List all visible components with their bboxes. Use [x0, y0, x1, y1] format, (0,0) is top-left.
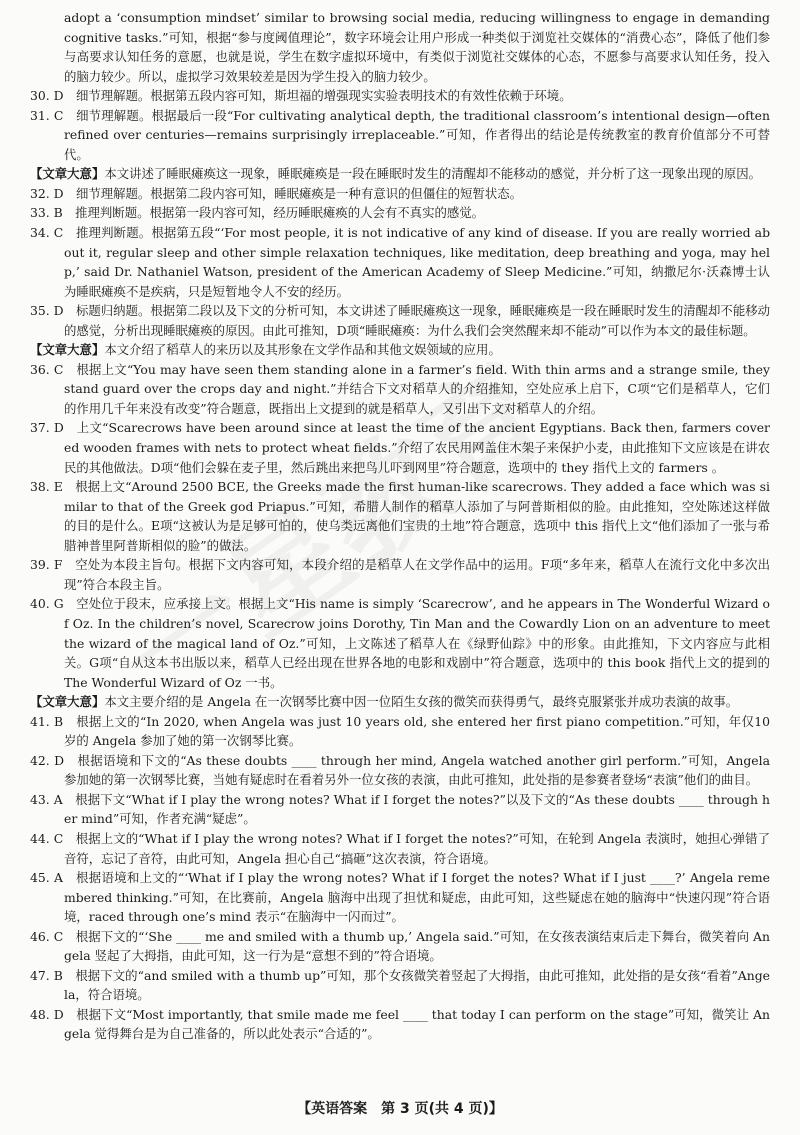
- article-summary: [30, 692, 770, 712]
- paragraph-continuation: adopt a ‘consumption mindset’ similar to browsing social media, reducing willingness to engage in demanding cognitive tasks.”可知，根据“参与度阈值理论”，数字环境会让用户形成一种类似于浏览社交媒体的“消费心态”，降低了他们参与高要求认知任务的意愿，也就是说，学生在数字虚拟环境中，有类似于浏览社交媒体的心态，不愿参与高要求认知任务，投入的脑力较少。所以，虚拟学习效果较差是因为学生投入的脑力较少。: [64, 10, 770, 84]
- answer-item-42: 42. D 根据语境和下文的“As these doubts ____ through her mind, Angela watched another girl perform.”可知，Angela 参加她的第一次钢琴比赛，当她有疑虑时在看着另外一位女孩的表演，由此可推知，此处指的是参赛者登场“表演”他们的曲目。: [30, 752, 770, 788]
- summary-tag: 【文章大意】: [30, 694, 105, 710]
- answer-item-34: 34. C 推理判断题。根据第五段“‘For most people, it is not indicative of any kind of disease. If you are really worried about it, regular sleep and other simple relaxation techniques, like meditation, deep breathing and yoga, may help,’ said Dr. Nathaniel Watson, president of the American Academy of Sleep Medicine.”可知，纳撒尼尔·沃森博士认为睡眠瘫痪不是疾病，只是短暂地令人不安的经历。: [30, 225, 770, 299]
- answer-item-33: 33. B 推理判断题。根据第一段内容可知，经历睡眠瘫痪的人会有不真实的感觉。: [30, 205, 485, 221]
- article-summary: [30, 164, 770, 184]
- answer-item-44: 44. C 根据上文的“What if I play the wrong notes? What if I forget the notes?”可知，在轮到 Angela 表演时，她担心弹错了音符，忘记了音符，由此可知，Angela 担心自己“搞砸”这次表演，符合语境。: [30, 830, 770, 866]
- answer-item-45: 45. A 根据语境和上文的“‘What if I play the wrong notes? What if I forget the notes? What if I just ____?’ Angela remembered thinking.”可知，在比赛前，Angela 脑海中出现了担忧和疑虑，由此可知，这些疑虑在她的脑海中“快速闪现”符合语境，raced through one’s mind 表示“在脑海中一闪而过”。: [30, 870, 770, 925]
- answer-item-48: 48. D 根据下文“Most importantly, that smile made me feel ____ that today I can perform on the stage”可知，微笑让 Angela 觉得舞台是为自己准备的，所以此处表示“合适的”。: [30, 1006, 770, 1042]
- answer-item-35: 35. D 标题归纳题。根据第二段以及下文的分析可知，本文讲述了睡眠瘫痪这一现象，睡眠瘫痪是一段在睡眠时发生的清醒却不能移动的感觉，分析出现睡眠瘫痪的原因。由此可推知，D项“睡眠瘫痪：为什么我们会突然醒来却不能动”可以作为本文的最佳标题。: [30, 303, 770, 338]
- article-summary: [30, 340, 770, 360]
- answer-item-40: 40. G 空处位于段末，应承接上文。根据上文“His name is simply ‘Scarecrow’, and he appears in The Wonderful Wizard of Oz. In the children’s novel, Scarecrow joins Dorothy, Tin Man and the Cowardly Lion on an adventure to meet the wizard of the magical land of Oz.”可知，上文陈述了稻草人在《绿野仙踪》中的形象。由此推知，下文内容应与此相关。G项“自从这本书出版以来，稻草人已经出现在世界各地的电影和戏剧中”符合题意，选项中的 this book 指代上文的提到的 The Wonderful Wizard of Oz 一书。: [30, 596, 770, 690]
- summary-text: 本文介绍了稻草人的来历以及其形象在文学作品和其他文娱领域的应用。: [104, 342, 501, 358]
- answer-page: [30, 8, 770, 1044]
- answer-item-30: 30. D 细节理解题。根据第五段内容可知，斯坦福的增强现实实验表明技术的有效性依赖于环境。: [30, 88, 572, 104]
- answer-item-32: 32. D 细节理解题。根据第二段内容可知，睡眠瘫痪是一种有意识的但僵住的短暂状态。: [30, 185, 523, 201]
- answer-item-37: 37. D 上文“Scarecrows have been around since at least the time of the ancient Egyptians. Back then, farmers covered wooden frames with nets to protect wheat fields.”介绍了农民用网盖住木架子来保护小麦，由此推知下文应该是在讲农民的其他做法。D项“他们会躲在麦子里，然后跳出来把鸟儿吓到网里”符合题意，选项中的 they 指代上文的 farmers 。: [30, 420, 770, 475]
- answer-item-31: 31. C 细节理解题。根据最后一段“For cultivating analytical depth, the traditional classroom’s intentional design—often refined over centuries—remains surprisingly irreplaceable.”可知，作者得出的结论是传统教室的教育价值部分不可替代。: [30, 107, 770, 162]
- answer-item-39: 39. F 空处为本段主旨句。根据下文内容可知，本段介绍的是稻草人在文学作品中的运用。F项“多年来，稻草人在流行文化中多次出现”符合本段主旨。: [30, 557, 770, 592]
- summary-tag: 【文章大意】: [30, 166, 105, 182]
- summary-text: 本文讲述了睡眠瘫痪这一现象，睡眠瘫痪是一段在睡眠时发生的清醒却不能移动的感觉，并分析了这一现象出现的原因。: [104, 166, 762, 182]
- answer-item-43: 43. A 根据下文“What if I play the wrong notes? What if I forget the notes?”以及下文的“As these doubts ____ through her mind”可知，作者充满“疑虑”。: [30, 791, 770, 827]
- answer-item-38: 38. E 根据上文“Around 2500 BCE, the Greeks made the first human-like scarecrows. They added a face which was similar to that of the Greek god Priapus.”可知，希腊人制作的稻草人添加了与阿普斯相似的脸。由此推知，空处陈述这样做的目的是什么。E项“这被认为是足够可怕的，使乌类远离他们宝贵的土地”符合题意，选项中 this 指代上文“他们添加了一张与希腊神普里阿普斯相似的脸”的做法。: [30, 479, 770, 553]
- answer-item-41: 41. B 根据上文的“In 2020, when Angela was just 10 years old, she entered her first piano competition.”可知，年仅10岁的 Angela 参加了她的第一次钢琴比赛。: [30, 713, 770, 749]
- summary-text: 本文主要介绍的是 Angela 在一次钢琴比赛中因一位陌生女孩的微笑而获得勇气，最终克服紧张并成功表演的故事。: [104, 694, 739, 710]
- answer-item-46: 46. C 根据下文的“‘She ____ me and smiled with a thumb up,’ Angela said.”可知，在女孩表演结束后走下舞台，微笑着向 Angela 竖起了大拇指，由此可知，这一行为是“意想不到的”符合语境。: [30, 928, 770, 964]
- page-footer: 【英语答案 第 3 页(共 4 页)】: [297, 1101, 503, 1117]
- summary-tag: 【文章大意】: [30, 342, 105, 358]
- answer-item-36: 36. C 根据上文“You may have seen them standing alone in a farmer’s field. With thin arms and a strange smile, they stand guard over the crops day and night.”并结合下文对稻草人的介绍推知，空处应承上启下，C项“它们是稻草人，它们的作用几千年来没有改变”符合题意，既指出上文提到的就是稻草人，又引出下文对稻草人的介绍。: [30, 361, 770, 416]
- answer-item-47: 47. B 根据下文的“and smiled with a thumb up”可知，那个女孩微笑着竖起了大拇指，由此可推知，此处指的是女孩“看着”Angela，符合语境。: [30, 967, 770, 1003]
